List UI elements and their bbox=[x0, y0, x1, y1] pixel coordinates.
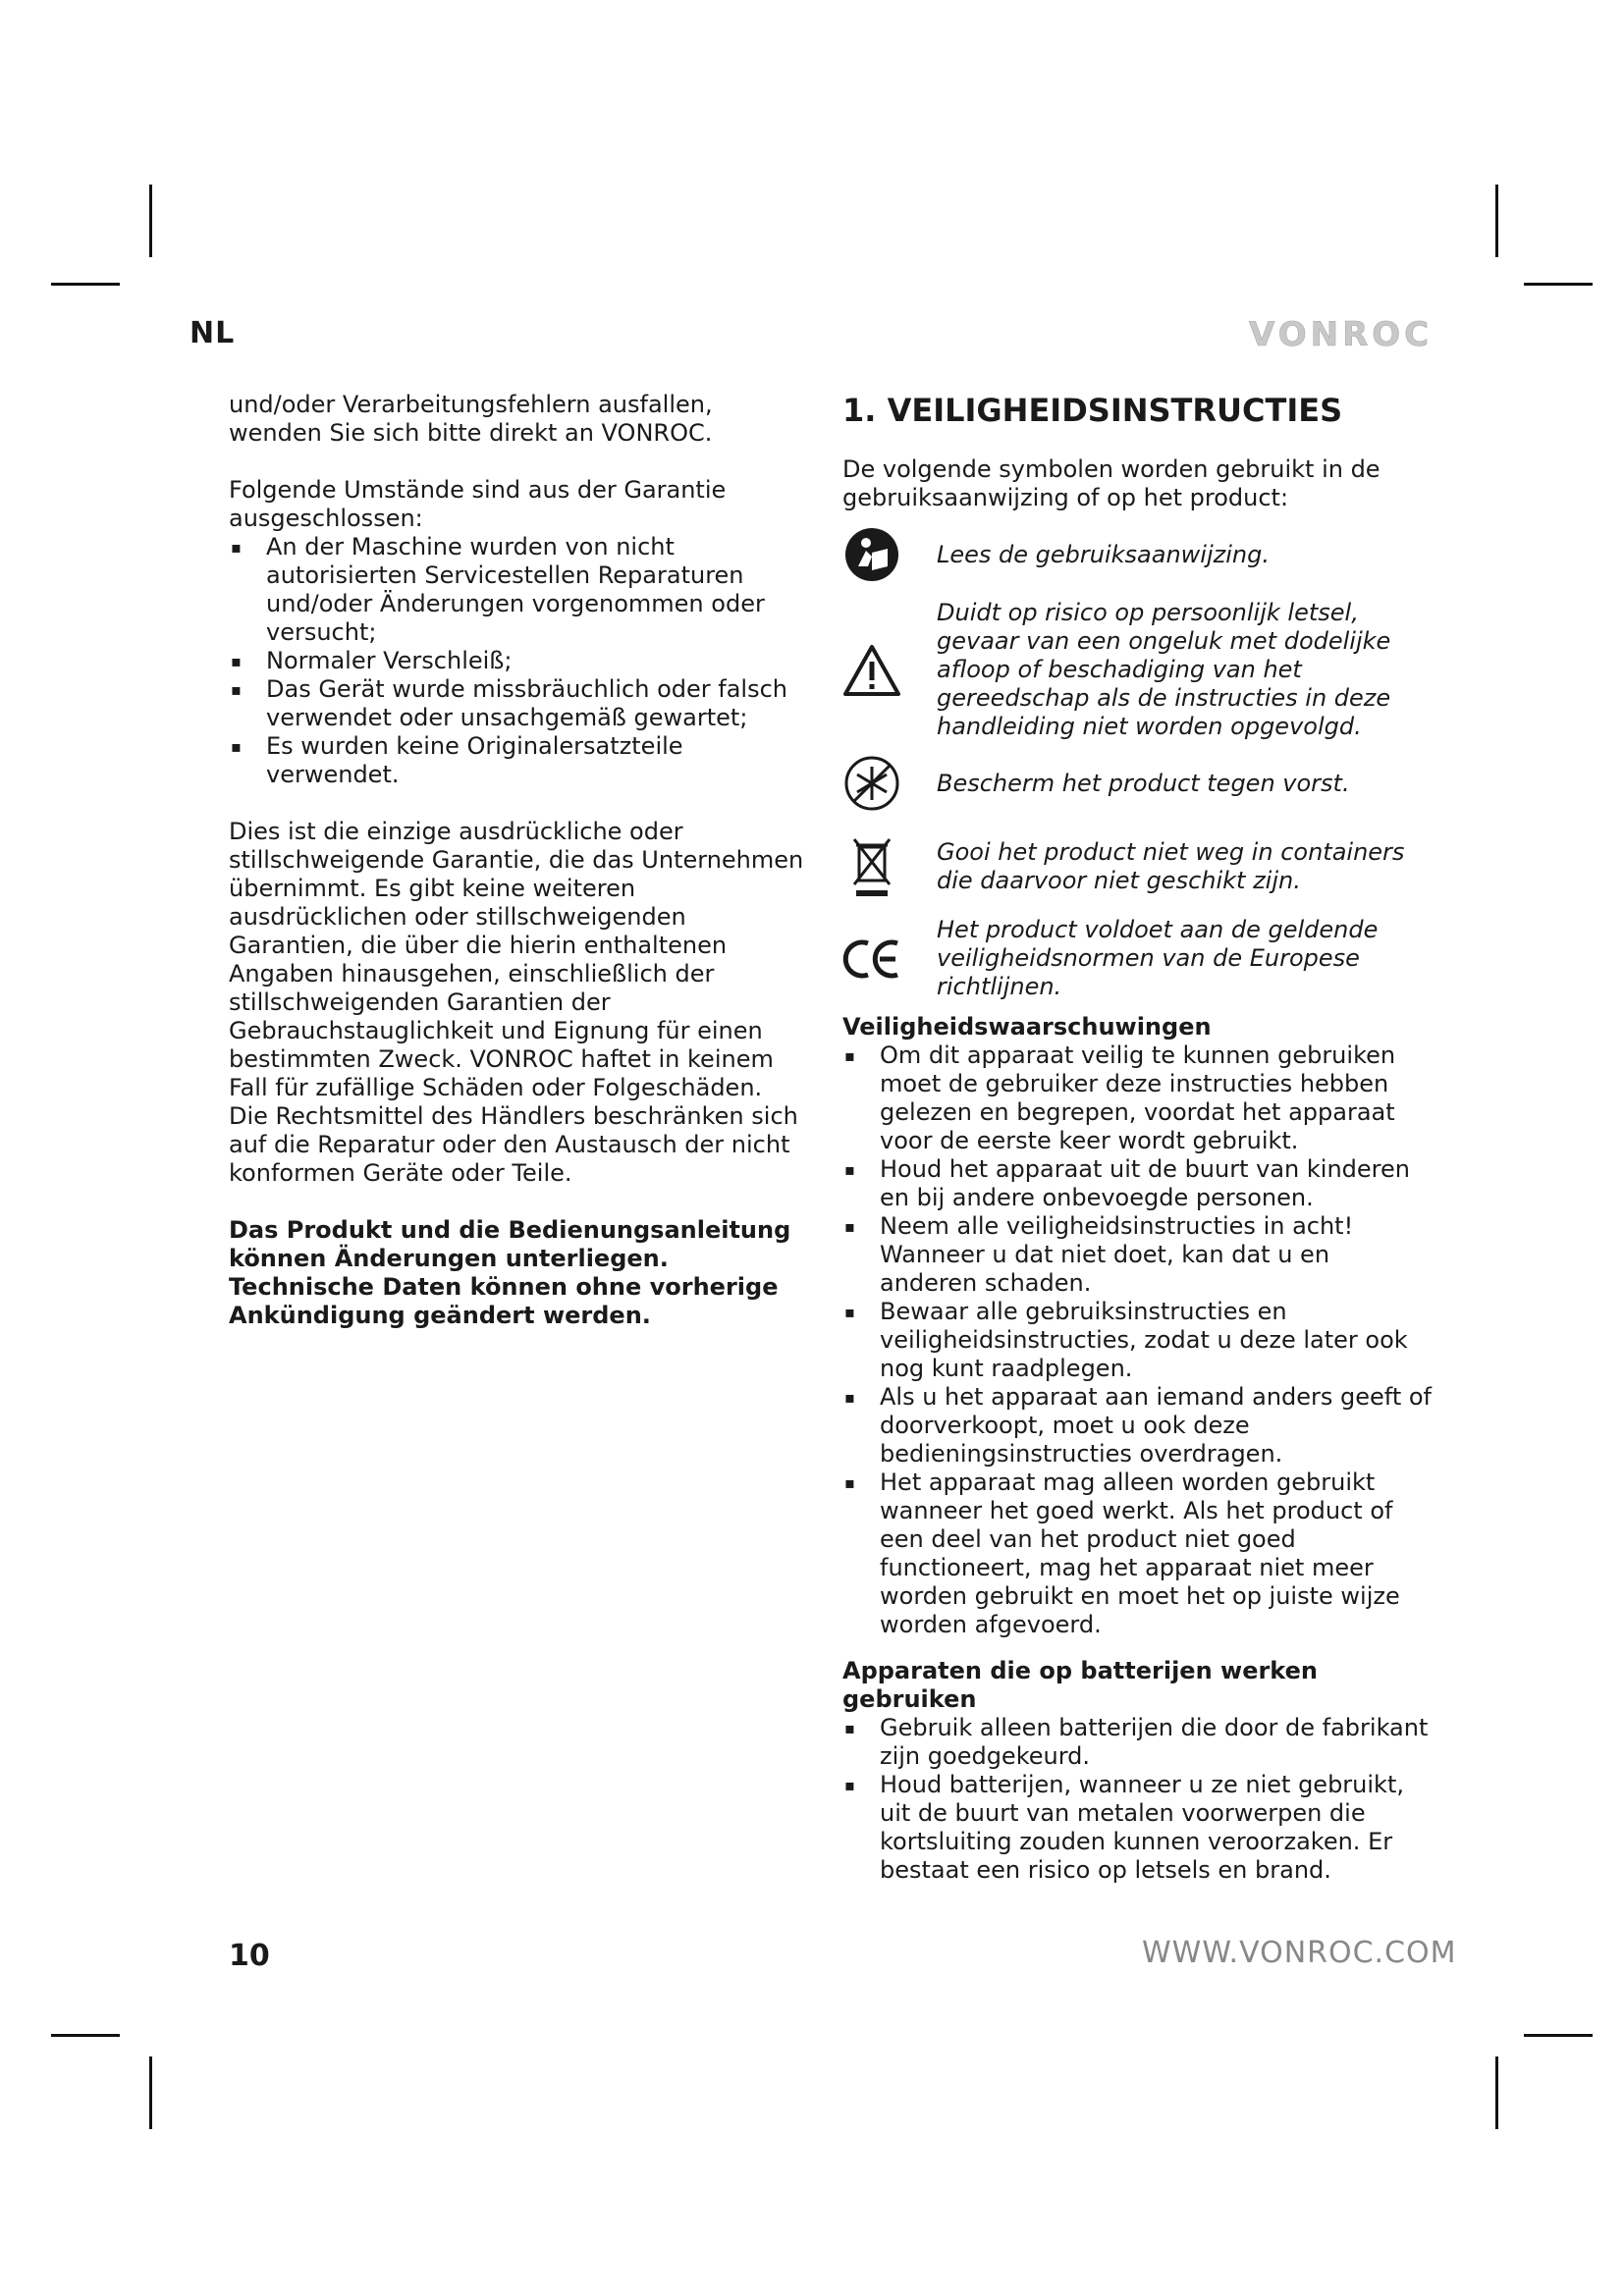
list-item: ▪ Houd batterijen, wanneer u ze niet gebruikt, uit de buurt van metalen voorwerpen die kortsluiting zouden kunnen veroorzaken. Er bestaat een risico op letsels en brand. bbox=[842, 1771, 1432, 1885]
section-title: 1. VEILIGHEIDSINSTRUCTIES bbox=[842, 392, 1343, 429]
warnings-title: Veiligheidswaarschuwingen bbox=[842, 1013, 1212, 1041]
list-item: ▪ Bewaar alle gebruiksinstructies en veiligheidsinstructies, zodat u deze later ook nog kunt raadplegen. bbox=[842, 1298, 1432, 1383]
symbol-row bbox=[842, 835, 1432, 898]
crop-mark-top-right-h bbox=[1524, 283, 1593, 286]
exclusions-intro: Folgende Umstände sind aus der Garantie ausgeschlossen: bbox=[229, 476, 727, 532]
symbol-description: Bescherm het product tegen vorst. bbox=[937, 769, 1350, 797]
list-item: ▪ Om dit apparaat veilig te kunnen gebruiken moet de gebruiker deze instructies hebben gelezen en begrepen, voordat het apparaat voor de eerste keer wordt gebruikt. bbox=[842, 1041, 1432, 1155]
crop-mark-top-right-v bbox=[1495, 185, 1498, 257]
list-item: ▪ Het apparaat mag alleen worden gebruikt wanneer het goed werkt. Als het product of een deel van het product niet goed functioneert, mag het apparaat niet meer worden gebruikt en moet het op juiste wijze worden afgevoerd. bbox=[842, 1468, 1432, 1639]
symbol-row bbox=[842, 599, 1432, 741]
list-item: ▪ Normaler Verschleiß; bbox=[229, 647, 808, 675]
crossed-bin-icon bbox=[850, 835, 893, 898]
symbol-description: Lees de gebruiksaanwijzing. bbox=[937, 540, 1270, 568]
symbol-row bbox=[842, 916, 1432, 1001]
warranty-paragraph: Dies ist die einzige ausdrückliche oder stillschweigende Garantie, die das Unternehmen übernimmt. Es gibt keine weiteren ausdrücklichen oder stillschweigenden Garantien, die über die hierin enthaltenen Angaben hinausgehen, einschließlich der stillschweigenden Garantien der Gebrauchstauglichkeit und Eignung für einen bestimmten Zweck. VONROC haftet in keinem Fall für zufällige Schäden oder Folgeschäden. Die Rechtsmittel des Händlers beschränken sich auf die Reparatur oder den Austausch der nicht konformen Geräte oder Teile. bbox=[229, 818, 804, 1187]
list-item: ▪ Es wurden keine Originalersatzteile verwendet. bbox=[229, 732, 808, 789]
brand-logo bbox=[1249, 314, 1435, 353]
page-number: 10 bbox=[229, 1939, 270, 1973]
symbol-description: Duidt op risico op persoonlijk letsel, gevaar van een ongeluk met dodelijke afloop of beschadiging van het gereedschap als de instructies in deze handleiding niet worden opgevolgd. bbox=[937, 599, 1391, 740]
crop-mark-bottom-right-h bbox=[1524, 2034, 1593, 2037]
ce-mark-icon bbox=[842, 937, 901, 981]
symbols-list bbox=[842, 524, 1432, 1001]
crop-mark-top-left-h bbox=[51, 283, 120, 286]
battery-list bbox=[842, 1714, 1432, 1885]
symbol-row bbox=[842, 755, 1432, 812]
crop-mark-bottom-left-h bbox=[51, 2034, 120, 2037]
list-item: ▪ Als u het apparaat aan iemand anders geeft of doorverkoopt, moet u ook deze bedieningsinstructies overdragen. bbox=[842, 1383, 1432, 1468]
website-link[interactable]: WWW.VONROC.COM bbox=[1142, 1936, 1457, 1970]
crop-mark-bottom-left-v bbox=[149, 2056, 152, 2129]
list-item: ▪ Houd het apparaat uit de buurt van kinderen en bij andere onbevoegde personen. bbox=[842, 1155, 1432, 1212]
battery-title: Apparaten die op batterijen werken gebruiken bbox=[842, 1657, 1318, 1713]
frost-protection-icon bbox=[843, 755, 900, 812]
list-item: ▪ Neem alle veiligheidsinstructies in acht! Wanneer u dat niet doet, kan dat u en anderen schaden. bbox=[842, 1212, 1432, 1298]
brand-logo-text: VONROC bbox=[1249, 315, 1434, 353]
symbol-row bbox=[842, 524, 1432, 585]
list-item: ▪ Gebruik alleen batterijen die door de fabrikant zijn goedgekeurd. bbox=[842, 1714, 1432, 1771]
symbol-description: Het product voldoet aan de geldende veiligheidsnormen van de Europese richtlijnen. bbox=[937, 916, 1379, 1000]
change-notice: Das Produkt und die Bedienungsanleitung können Änderungen unterliegen. Technische Daten können ohne vorherige Ankündigung geändert werden. bbox=[229, 1216, 791, 1329]
right-column bbox=[842, 391, 1432, 1885]
intro-paragraph: und/oder Verarbeitungsfehlern ausfallen, wenden Sie sich bitte direkt an VONROC. bbox=[229, 391, 713, 447]
read-manual-icon bbox=[844, 527, 899, 582]
crop-mark-top-left-v bbox=[149, 185, 152, 257]
language-code: NL bbox=[189, 316, 236, 350]
exclusions-list bbox=[229, 533, 808, 789]
list-item: ▪ An der Maschine wurden von nicht autorisierten Servicestellen Reparaturen und/oder Änderungen vorgenommen oder versucht; bbox=[229, 533, 808, 647]
warnings-list bbox=[842, 1041, 1432, 1639]
left-column bbox=[229, 391, 808, 1330]
symbols-intro: De volgende symbolen worden gebruikt in de gebruiksaanwijzing of op het product: bbox=[842, 455, 1380, 511]
list-item: ▪ Das Gerät wurde missbräuchlich oder falsch verwendet oder unsachgemäß gewartet; bbox=[229, 675, 808, 732]
crop-mark-bottom-right-v bbox=[1495, 2056, 1498, 2129]
symbol-description: Gooi het product niet weg in containers die daarvoor niet geschikt zijn. bbox=[937, 838, 1405, 894]
warning-triangle-icon bbox=[842, 644, 901, 697]
